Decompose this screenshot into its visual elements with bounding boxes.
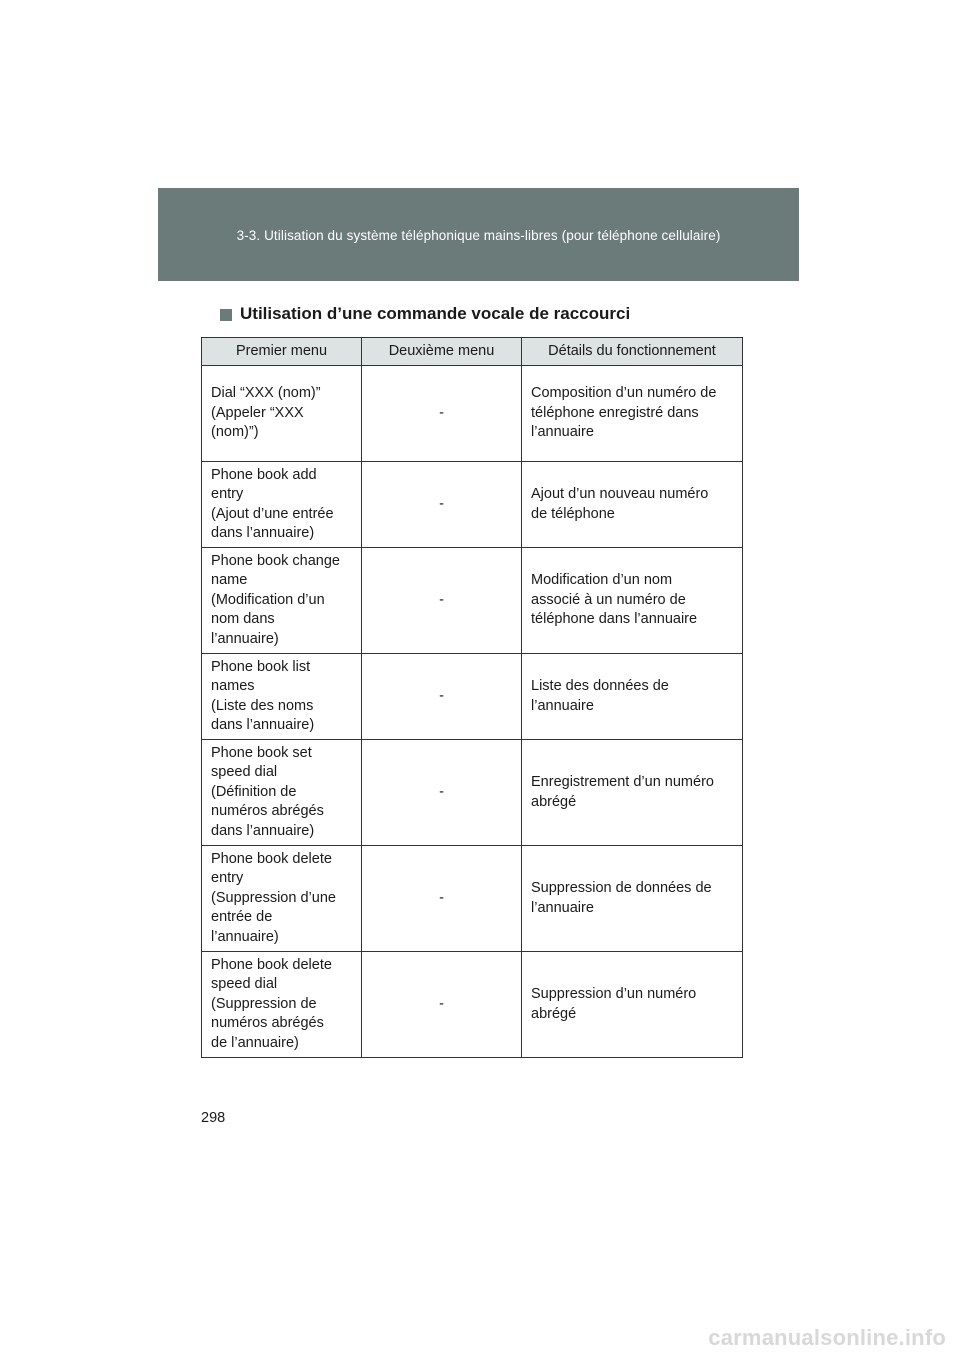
details-cell: Composition d’un numéro de téléphone enregistré dans l’annuaire (522, 366, 743, 462)
section-heading-text: Utilisation d’une commande vocale de raccourci (240, 304, 631, 323)
first-menu-cell: Phone book add entry (Ajout d’une entrée dans l’annuaire) (202, 462, 362, 548)
first-menu-cell: Phone book delete entry (Suppression d’une entrée de l’annuaire) (202, 846, 362, 952)
table-header-row (202, 338, 743, 366)
second-menu-cell: - (362, 846, 522, 952)
column-header-details: Détails du fonctionnement (522, 338, 743, 366)
square-bullet-icon (220, 309, 232, 321)
watermark: carmanualsonline.info (708, 1325, 946, 1350)
details-cell: Enregistrement d’un numéro abrégé (522, 740, 743, 846)
chapter-header-title: 3-3. Utilisation du système téléphonique mains-libres (pour téléphone cellulaire) (236, 228, 721, 243)
table-row (202, 366, 743, 462)
page-number: 298 (201, 1110, 226, 1126)
first-menu-cell: Phone book list names (Liste des noms dans l’annuaire) (202, 654, 362, 740)
chapter-header-band (158, 188, 799, 281)
second-menu-cell: - (362, 366, 522, 462)
first-menu-cell: Phone book set speed dial (Définition de numéros abrégés dans l’annuaire) (202, 740, 362, 846)
first-menu-cell: Phone book delete speed dial (Suppression de numéros abrégés de l’annuaire) (202, 952, 362, 1058)
second-menu-cell: - (362, 548, 522, 654)
details-cell: Ajout d’un nouveau numéro de téléphone (522, 462, 743, 548)
table-row (202, 952, 743, 1058)
details-cell: Modification d’un nom associé à un numéro de téléphone dans l’annuaire (522, 548, 743, 654)
first-menu-cell: Dial “XXX (nom)” (Appeler “XXX (nom)”) (202, 366, 362, 462)
column-header-first-menu: Premier menu (202, 338, 362, 366)
voice-command-table (201, 337, 743, 1058)
second-menu-cell: - (362, 952, 522, 1058)
table-row (202, 548, 743, 654)
details-cell: Liste des données de l’annuaire (522, 654, 743, 740)
second-menu-cell: - (362, 654, 522, 740)
second-menu-cell: - (362, 740, 522, 846)
table-row (202, 654, 743, 740)
details-cell: Suppression d’un numéro abrégé (522, 952, 743, 1058)
column-header-second-menu: Deuxième menu (362, 338, 522, 366)
second-menu-cell: - (362, 462, 522, 548)
details-cell: Suppression de données de l’annuaire (522, 846, 743, 952)
section-heading (220, 304, 630, 324)
table-row (202, 846, 743, 952)
first-menu-cell: Phone book change name (Modification d’un nom dans l’annuaire) (202, 548, 362, 654)
table-row (202, 740, 743, 846)
table-row (202, 462, 743, 548)
